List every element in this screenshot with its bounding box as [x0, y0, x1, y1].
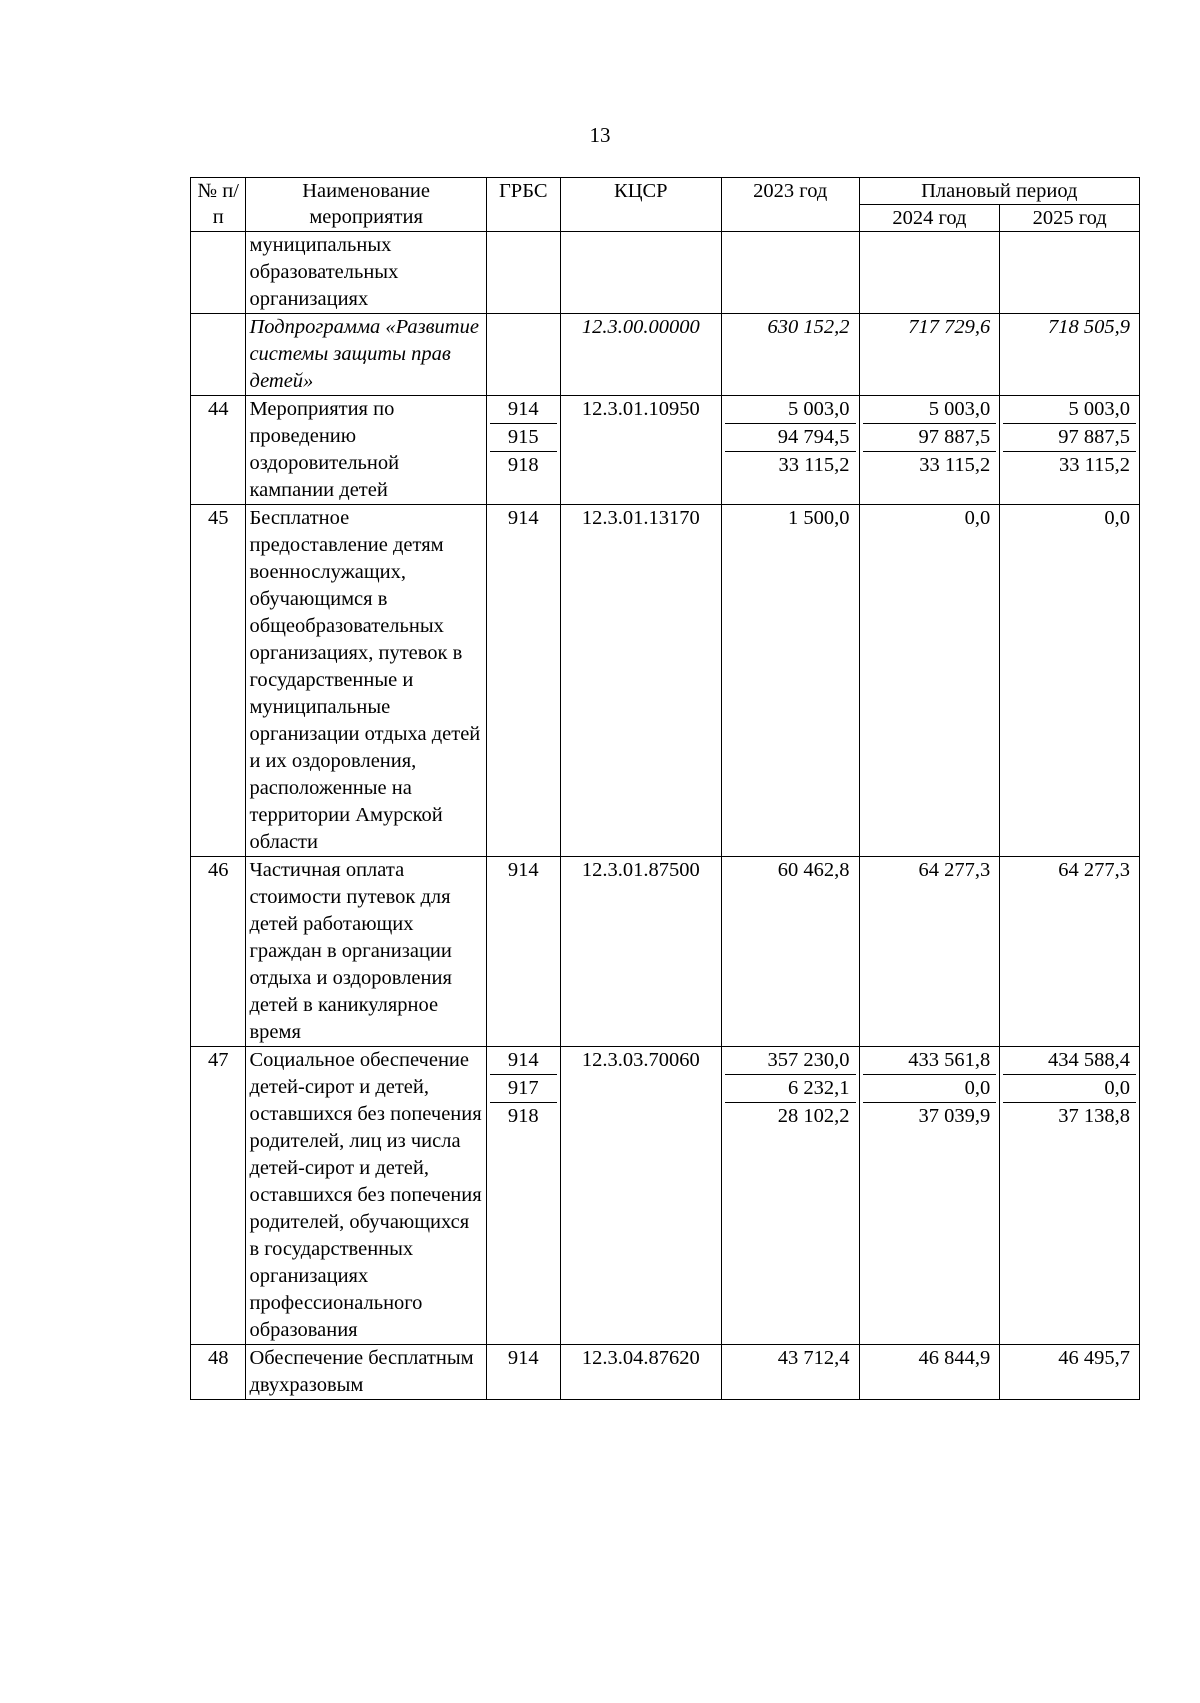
grbs-cell-value: 915: [490, 424, 557, 452]
amount-2025: [1000, 1345, 1140, 1400]
grbs-cell: [486, 505, 560, 857]
event-name: Подпрограмма «Развитие системы защиты прав детей»: [246, 314, 486, 396]
header-2025: 2025 год: [1000, 205, 1140, 232]
amount-2024: [859, 1047, 1000, 1345]
amount-2024-value: 433 561,8: [863, 1047, 997, 1075]
amount-2023-value: 43 712,4: [777, 1347, 850, 1369]
amount-2024: [859, 1345, 1000, 1400]
grbs-cell-value: 918: [507, 454, 539, 476]
amount-2023: [721, 1047, 859, 1345]
amount-2025: [1000, 396, 1140, 505]
grbs-cell-value: 914: [507, 859, 539, 881]
amount-2024-value: 33 115,2: [919, 454, 991, 476]
amount-2023-value: 33 115,2: [778, 454, 850, 476]
grbs-cell: [486, 1345, 560, 1400]
amount-2024: [859, 314, 1000, 396]
amount-2025-value: 0,0: [1104, 507, 1130, 529]
amount-2025-value: 718 505,9: [1048, 316, 1130, 338]
amount-2023: [721, 396, 859, 505]
amount-2023: [721, 314, 859, 396]
row-number: 47: [191, 1047, 246, 1345]
grbs-cell-value: 914: [507, 507, 539, 529]
amount-2025-value: 46 495,7: [1058, 1347, 1130, 1369]
kcsr-cell: 12.3.01.10950: [560, 396, 721, 505]
table-row: [191, 1345, 1140, 1400]
kcsr-cell: 12.3.03.70060: [560, 1047, 721, 1345]
amount-2024-value: 5 003,0: [863, 396, 997, 424]
kcsr-cell: 12.3.04.87620: [560, 1345, 721, 1400]
header-grbs: ГРБС: [486, 178, 560, 232]
event-name: Бесплатное предоставление детям военнослужащих, обучающимся в общеобразовательных организациях, путевок в государственные и муниципальные организации отдыха детей и их оздоровления, расположенные на территории Амурской области: [246, 505, 486, 857]
amount-2024: [859, 232, 1000, 314]
event-name: Частичная оплата стоимости путевок для детей работающих граждан в организации отдыха и оздоровления детей в каникулярное время: [246, 857, 486, 1047]
amount-2023-value: 60 462,8: [777, 859, 850, 881]
amount-2025-value: 0,0: [1003, 1075, 1136, 1103]
amount-2023-value: 5 003,0: [725, 396, 856, 424]
table-row: [191, 396, 1140, 505]
amount-2023-value: 6 232,1: [725, 1075, 856, 1103]
table-row: [191, 857, 1140, 1047]
kcsr-cell: 12.3.01.13170: [560, 505, 721, 857]
header-row: [191, 178, 1140, 205]
amount-2023: [721, 505, 859, 857]
event-name: муниципальных образовательных организациях: [246, 232, 486, 314]
event-name: Мероприятия по проведению оздоровительной кампании детей: [246, 396, 486, 505]
table-row: [191, 232, 1140, 314]
amount-2024-value: 0,0: [863, 1075, 997, 1103]
kcsr-cell: [560, 232, 721, 314]
amount-2025: [1000, 232, 1140, 314]
grbs-cell-value: 914: [507, 1347, 539, 1369]
amount-2025: [1000, 314, 1140, 396]
grbs-cell: [486, 314, 560, 396]
grbs-cell: [486, 857, 560, 1047]
grbs-cell: [486, 1047, 560, 1345]
row-number: 45: [191, 505, 246, 857]
amount-2024: [859, 857, 1000, 1047]
page-number: 13: [589, 123, 611, 147]
row-number: 48: [191, 1345, 246, 1400]
header-2024: 2024 год: [859, 205, 1000, 232]
amount-2024: [859, 396, 1000, 505]
amount-2025: [1000, 505, 1140, 857]
grbs-cell-value: 918: [507, 1105, 539, 1127]
grbs-cell-value: 914: [490, 396, 557, 424]
grbs-cell-value: 917: [490, 1075, 557, 1103]
table-row: [191, 1047, 1140, 1345]
kcsr-cell: 12.3.00.00000: [560, 314, 721, 396]
amount-2023-value: 28 102,2: [777, 1105, 850, 1127]
table-row: [191, 314, 1140, 396]
amount-2025: [1000, 857, 1140, 1047]
amount-2023-value: 1 500,0: [788, 507, 850, 529]
amount-2025-value: 33 115,2: [1059, 454, 1130, 476]
amount-2024-value: 97 887,5: [863, 424, 997, 452]
amount-2023: [721, 1345, 859, 1400]
amount-2024-value: 46 844,9: [918, 1347, 991, 1369]
grbs-cell: [486, 232, 560, 314]
amount-2025-value: 37 138,8: [1058, 1105, 1130, 1127]
table-body: [191, 232, 1140, 1400]
header-kcsr: КЦСР: [560, 178, 721, 232]
event-name: Социальное обеспечение детей-сирот и детей, оставшихся без попечения родителей, лиц из числа детей-сирот и детей, оставшихся без попечения родителей, обучающихся в государственных организациях профессионального образования: [246, 1047, 486, 1345]
row-number: [191, 232, 246, 314]
amount-2023: [721, 857, 859, 1047]
amount-2025-value: 97 887,5: [1003, 424, 1136, 452]
row-number: 46: [191, 857, 246, 1047]
amount-2025-value: 64 277,3: [1058, 859, 1130, 881]
amount-2025: [1000, 1047, 1140, 1345]
event-name: Обеспечение бесплатным двухразовым: [246, 1345, 486, 1400]
amount-2025-value: 5 003,0: [1003, 396, 1136, 424]
grbs-cell: [486, 396, 560, 505]
amount-2023: [721, 232, 859, 314]
amount-2023-value: 357 230,0: [725, 1047, 856, 1075]
header-2023: 2023 год: [721, 178, 859, 232]
amount-2025-value: 434 588,4: [1003, 1047, 1136, 1075]
amount-2024: [859, 505, 1000, 857]
header-name: Наименование мероприятия: [246, 178, 486, 232]
header-planned-period: Плановый период: [859, 178, 1139, 205]
amount-2024-value: 37 039,9: [918, 1105, 991, 1127]
row-number: [191, 314, 246, 396]
amount-2024-value: 717 729,6: [908, 316, 991, 338]
amount-2024-value: 64 277,3: [918, 859, 991, 881]
amount-2023-value: 630 152,2: [767, 316, 850, 338]
budget-table: [190, 177, 1140, 1400]
grbs-cell-value: 914: [490, 1047, 557, 1075]
header-no: № п/п: [191, 178, 246, 232]
amount-2023-value: 94 794,5: [725, 424, 856, 452]
amount-2024-value: 0,0: [964, 507, 991, 529]
row-number: 44: [191, 396, 246, 505]
kcsr-cell: 12.3.01.87500: [560, 857, 721, 1047]
table-row: [191, 505, 1140, 857]
